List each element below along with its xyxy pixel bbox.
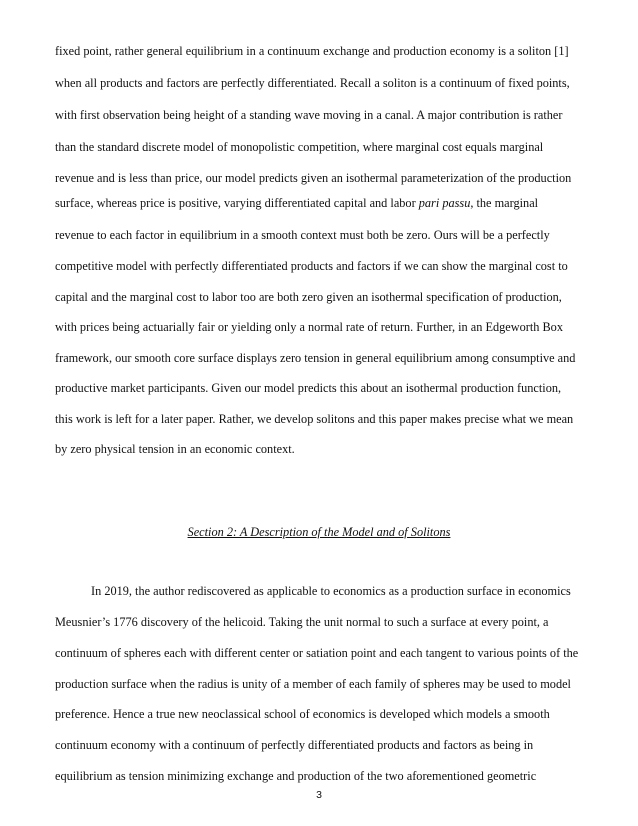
text-line: productive market participants. Given our model predicts this about an isothermal production function, <box>55 381 562 395</box>
italic-phrase: pari passu <box>418 196 471 210</box>
text-line: than the standard discrete model of monopolistic competition, where marginal cost equals marginal <box>55 140 544 154</box>
text-span: surface, whereas price is positive, varying differentiated capital and labor <box>55 196 419 210</box>
text-line: competitive model with perfectly differentiated products and factors if we can show the marginal cost to <box>55 259 568 273</box>
text-line: when all products and factors are perfectly differentiated. Recall a soliton is a continuum of fixed points, <box>55 76 570 90</box>
text-line: capital and the marginal cost to labor too are both zero given an isothermal specification of production, <box>55 290 562 304</box>
text-line: by zero physical tension in an economic context. <box>55 442 295 456</box>
text-line: framework, our smooth core surface displays zero tension in general equilibrium among consumptive and <box>55 351 576 365</box>
text-line: preference. Hence a true new neoclassical school of economics is developed which models a smooth <box>55 707 550 721</box>
text-line: production surface when the radius is unity of a member of each family of spheres may be used to model <box>55 677 571 691</box>
text-line: with prices being actuarially fair or yielding only a normal rate of return. Further, in an Edgeworth Box <box>55 320 563 334</box>
text-line: continuum of spheres each with different center or satiation point and each tangent to various points of the <box>55 646 579 660</box>
text-span: , the marginal <box>470 196 539 210</box>
text-line: Meusnier’s 1776 discovery of the helicoid. Taking the unit normal to such a surface at every point, a <box>55 615 549 629</box>
page-number: 3 <box>316 789 322 801</box>
text-line: continuum economy with a continuum of perfectly differentiated products and factors as being in <box>55 738 534 752</box>
text-line <box>55 196 538 211</box>
section-heading: Section 2: A Description of the Model and of Solitons <box>187 525 451 539</box>
text-line: with first observation being height of a standing wave moving in a canal. A major contribution is rather <box>55 108 563 122</box>
text-line: fixed point, rather general equilibrium in a continuum exchange and production economy is a soliton [1] <box>55 44 569 58</box>
text-line: revenue and is less than price, our model predicts given an isothermal parameterization of the production <box>55 171 572 185</box>
text-line: this work is left for a later paper. Rather, we develop solitons and this paper makes precise what we mean <box>55 412 574 426</box>
text-line: In 2019, the author rediscovered as applicable to economics as a production surface in economics <box>91 584 571 598</box>
text-line: revenue to each factor in equilibrium in a smooth context must both be zero. Ours will be a perfectly <box>55 228 550 242</box>
text-line: equilibrium as tension minimizing exchange and production of the two aforementioned geometric <box>55 769 537 783</box>
